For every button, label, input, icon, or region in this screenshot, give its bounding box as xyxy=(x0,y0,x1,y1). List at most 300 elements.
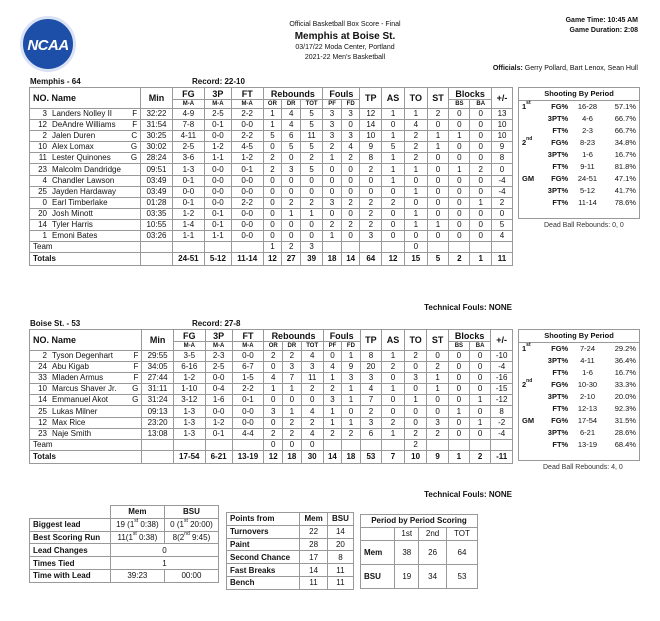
stat-cell: 1 xyxy=(382,164,405,175)
shooting-period xyxy=(519,148,537,160)
empty-cell xyxy=(323,242,342,253)
stat-cell: 03:35 xyxy=(141,208,173,219)
shooting-row xyxy=(519,390,639,402)
shooting-pct: 68.4% xyxy=(614,439,636,449)
stat-cell: 3 xyxy=(323,120,342,131)
stat-cell: 0 xyxy=(449,208,470,219)
player-number: 24 xyxy=(38,362,47,372)
stat-cell: 1 xyxy=(404,164,427,175)
player-row xyxy=(30,373,513,384)
col-min: Min xyxy=(142,330,173,351)
points-from-row xyxy=(227,551,354,564)
total-cell: 18 xyxy=(342,450,360,463)
stat-cell: 5 xyxy=(301,109,323,120)
ordinal-suffix: st xyxy=(183,518,188,525)
empty-cell xyxy=(448,439,469,450)
team-tot: 0 xyxy=(301,439,323,450)
stat-cell: 4-11 xyxy=(172,131,204,142)
stat-cell: 5 xyxy=(301,142,323,153)
stat-cell: 0 xyxy=(342,406,360,417)
shooting-ma: 17-54 xyxy=(577,415,598,425)
stat-cell: 0 xyxy=(404,384,426,395)
stat-cell: 0 xyxy=(469,428,490,439)
stat-cell: 2 xyxy=(492,197,513,208)
player-number: 0 xyxy=(42,197,47,207)
stat-cell: 2 xyxy=(382,417,405,428)
stat-cell: 0-0 xyxy=(232,351,264,362)
stat-cell: 0 xyxy=(449,175,470,186)
shooting-row xyxy=(519,184,639,196)
stat-cell: 5 xyxy=(301,120,323,131)
stat-cell: 03:49 xyxy=(141,186,173,197)
player-position: F xyxy=(133,373,139,383)
game-stat-value: 00:00 xyxy=(164,569,218,582)
subcol-ba: BA xyxy=(470,100,492,109)
shooting-stat: FT% xyxy=(552,403,569,413)
player-name: Lester Quinones xyxy=(52,153,111,163)
stat-cell: 3 xyxy=(323,131,342,142)
stat-cell: 0-0 xyxy=(204,186,231,197)
team-row xyxy=(30,439,513,450)
player-name-cell xyxy=(30,109,141,120)
stat-cell: 1 xyxy=(469,395,490,406)
total-cell: 14 xyxy=(341,253,360,266)
stat-cell: 0 xyxy=(449,219,470,230)
stat-cell: 0 xyxy=(382,219,405,230)
game-stats-table xyxy=(29,505,219,583)
player-name: Marcus Shaver Jr. xyxy=(52,384,117,394)
stat-cell: 1-1 xyxy=(204,231,231,242)
points-from-value: 14 xyxy=(327,525,353,538)
stat-cell: 0-1 xyxy=(172,197,204,208)
stat-cell: 2 xyxy=(382,197,405,208)
empty-cell xyxy=(142,439,173,450)
points-from-row xyxy=(227,576,354,589)
game-time-label: Game Time: xyxy=(565,17,606,24)
player-name-cell xyxy=(30,351,142,362)
stat-cell: 4 xyxy=(301,428,323,439)
stat-cell: 0 xyxy=(427,231,449,242)
period-scoring-header xyxy=(361,527,478,540)
shooting-stat: FG% xyxy=(551,415,569,425)
shooting-ma: 1-6 xyxy=(582,149,593,159)
empty-cell xyxy=(205,439,232,450)
stat-cell: 7-8 xyxy=(172,120,204,131)
shooting-ma: 13-19 xyxy=(577,439,598,449)
stat-cell: 0-0 xyxy=(231,219,263,230)
stat-cell: 1-4 xyxy=(172,219,204,230)
empty-cell xyxy=(382,242,405,253)
total-cell: 10 xyxy=(404,450,426,463)
ordinal-suffix: nd xyxy=(184,530,190,537)
stat-cell: 1-3 xyxy=(173,428,205,439)
total-cell: 2 xyxy=(449,253,470,266)
stat-cell: 2-5 xyxy=(172,142,204,153)
stat-cell: 9 xyxy=(342,362,360,373)
shooting-ma: 2-3 xyxy=(582,125,593,135)
col-min: Min xyxy=(141,88,173,109)
total-cell: 1 xyxy=(470,253,492,266)
stat-cell: 6-7 xyxy=(232,362,264,373)
stat-cell: 0 xyxy=(427,153,449,164)
col-3p: 3P xyxy=(205,330,232,342)
stat-cell: 2-2 xyxy=(231,109,263,120)
stat-cell: 2 xyxy=(342,428,360,439)
shooting-row xyxy=(519,378,639,390)
stat-cell: 1 xyxy=(404,208,427,219)
stat-cell: 0 xyxy=(301,395,323,406)
subcol-fd: FD xyxy=(341,100,360,109)
col-st: ST xyxy=(427,330,449,351)
player-name: Earl Timberlake xyxy=(52,197,108,207)
stat-cell: 0-0 xyxy=(204,197,231,208)
ordinal-suffix: nd xyxy=(526,135,533,142)
team-dr: 2 xyxy=(282,242,301,253)
team-to: 2 xyxy=(404,439,426,450)
stat-cell: 5 xyxy=(382,142,405,153)
empty-cell xyxy=(360,242,382,253)
game-duration-label: Game Duration: xyxy=(569,27,623,34)
player-position: G xyxy=(132,384,139,394)
stat-cell: 1-3 xyxy=(173,406,205,417)
player-number: 12 xyxy=(38,120,47,130)
player-position: G xyxy=(130,153,138,163)
stat-cell: 0-0 xyxy=(231,231,263,242)
player-position: F xyxy=(133,362,139,372)
stat-cell: 6 xyxy=(360,428,382,439)
stat-cell: 2 xyxy=(301,197,323,208)
stat-cell: 2 xyxy=(282,197,301,208)
stat-cell: 0 xyxy=(448,351,469,362)
points-from-label: Bench xyxy=(227,576,300,589)
stat-cell: 0 xyxy=(341,175,360,186)
stat-cell: 2 xyxy=(341,153,360,164)
player-number: 25 xyxy=(38,186,47,196)
stat-cell: 4-4 xyxy=(232,428,264,439)
col-to: TO xyxy=(404,330,426,351)
stat-cell: 13:08 xyxy=(142,428,173,439)
col-rebounds: Rebounds xyxy=(264,330,323,342)
stat-cell: 23:20 xyxy=(142,417,173,428)
team-to: 0 xyxy=(404,242,427,253)
stat-cell: 9 xyxy=(360,142,382,153)
stat-cell: 3-5 xyxy=(173,351,205,362)
stat-cell: 0 xyxy=(263,142,282,153)
stat-cell: 0 xyxy=(469,351,490,362)
stat-cell: 0 xyxy=(470,142,492,153)
stat-cell: -2 xyxy=(491,417,513,428)
stat-cell: -4 xyxy=(492,186,513,197)
stat-cell: 0 xyxy=(404,417,426,428)
stat-cell: 0 xyxy=(449,109,470,120)
stat-cell: 1 xyxy=(427,219,449,230)
stat-cell: 1 xyxy=(382,131,405,142)
player-name-cell xyxy=(30,131,141,142)
stat-cell: 0 xyxy=(469,384,490,395)
stat-cell: 0 xyxy=(282,175,301,186)
stat-cell: 14 xyxy=(360,120,382,131)
shooting-period xyxy=(519,366,537,378)
shooting-pct: 16.7% xyxy=(614,367,636,377)
stat-cell: 0 xyxy=(301,219,323,230)
stat-cell: 2-2 xyxy=(231,131,263,142)
stat-cell: -15 xyxy=(491,384,513,395)
stat-cell: 0 xyxy=(323,208,342,219)
team-or: 1 xyxy=(263,242,282,253)
subcol-ma: M-A xyxy=(172,100,204,109)
stat-cell: 2-5 xyxy=(204,109,231,120)
team-2-shooting-table xyxy=(519,330,639,450)
stat-cell: 28:24 xyxy=(141,153,173,164)
stat-cell: -4 xyxy=(491,428,513,439)
shooting-stat: 3PT% xyxy=(547,185,569,195)
empty-cell xyxy=(232,439,264,450)
stat-cell: 4 xyxy=(341,142,360,153)
stat-cell: 2 xyxy=(301,384,323,395)
shooting-stat: FG% xyxy=(551,137,569,147)
stat-cell: 10 xyxy=(492,120,513,131)
stat-cell: 3 xyxy=(427,417,449,428)
shooting-period xyxy=(519,354,537,366)
shooting-row xyxy=(519,402,639,414)
shooting-pct: 41.7% xyxy=(614,185,636,195)
stat-cell: 0-0 xyxy=(172,186,204,197)
empty-cell xyxy=(30,506,111,519)
stat-cell: 0 xyxy=(263,208,282,219)
player-name: Abu Kigab xyxy=(52,362,89,372)
col-fouls: Fouls xyxy=(323,88,360,100)
stat-cell: 1 xyxy=(283,384,302,395)
stat-cell: 03:26 xyxy=(141,231,173,242)
stat-cell: 2 xyxy=(404,131,427,142)
shooting-pct: 66.7% xyxy=(614,113,636,123)
empty-cell xyxy=(204,242,231,253)
stat-cell: 2 xyxy=(341,219,360,230)
stat-cell: 0 xyxy=(382,208,405,219)
shooting-ma: 1-6 xyxy=(582,367,593,377)
stat-cell: 1-2 xyxy=(204,142,231,153)
points-from-col: BSU xyxy=(327,513,353,526)
shooting-pct: 78.6% xyxy=(614,197,636,207)
shooting-pct: 57.1% xyxy=(614,101,636,111)
stat-cell: 0-0 xyxy=(204,164,231,175)
stat-cell: 2 xyxy=(427,362,449,373)
game-duration: 2:08 xyxy=(623,27,638,34)
shooting-stat: FT% xyxy=(552,161,569,171)
shooting-row xyxy=(519,438,639,450)
points-from-value: 17 xyxy=(300,551,328,564)
stat-cell: 0 xyxy=(470,219,492,230)
stat-cell: 0 xyxy=(382,395,405,406)
shooting-stat: 3PT% xyxy=(547,391,569,401)
stat-cell: 0-0 xyxy=(231,175,263,186)
stat-cell: 2 xyxy=(360,164,382,175)
col-no-name: NO. Name xyxy=(30,330,142,351)
stat-cell: 2 xyxy=(264,351,283,362)
game-stat-value: 11(1st 0:38) xyxy=(110,531,164,544)
player-name: Josh Minott xyxy=(52,208,93,218)
player-position: C xyxy=(131,131,138,141)
date-venue: 03/17/22 Moda Center, Portland xyxy=(295,44,395,51)
stat-cell: 0 xyxy=(470,208,492,219)
col-blocks: Blocks xyxy=(449,88,492,100)
stat-cell: 2 xyxy=(263,153,282,164)
player-row xyxy=(30,395,513,406)
stat-cell: 0-1 xyxy=(231,164,263,175)
game-stat-row xyxy=(30,544,219,557)
total-cell: 9 xyxy=(427,450,449,463)
stat-cell: 6 xyxy=(282,131,301,142)
stat-cell: 3 xyxy=(301,362,323,373)
shooting-ma: 24-51 xyxy=(577,173,598,183)
stat-cell: 0 xyxy=(301,231,323,242)
subcol-ba: BA xyxy=(469,342,490,351)
total-cell: 15 xyxy=(404,253,427,266)
stat-cell: 3 xyxy=(360,417,382,428)
stat-cell: 3 xyxy=(342,373,360,384)
points-from-col: Mem xyxy=(300,513,328,526)
stat-cell: 2 xyxy=(283,417,302,428)
shooting-ma: 8-23 xyxy=(579,137,595,147)
game-stat-label: Lead Changes xyxy=(30,544,111,557)
stat-cell: 8 xyxy=(492,153,513,164)
stat-cell: 2 xyxy=(382,362,405,373)
stat-cell: 0 xyxy=(323,164,342,175)
shooting-stat: FT% xyxy=(552,125,569,135)
player-name: Jayden Hardaway xyxy=(52,186,117,196)
game-stat-value: 8(2nd 9:45) xyxy=(164,531,218,544)
points-from-value: 22 xyxy=(300,525,328,538)
stat-cell: 2 xyxy=(360,219,382,230)
empty-cell xyxy=(382,439,405,450)
shooting-period: 1st xyxy=(522,341,531,353)
col-st: ST xyxy=(427,88,449,109)
points-from-value: 11 xyxy=(327,564,353,577)
stat-cell: 3 xyxy=(282,164,301,175)
empty-cell xyxy=(427,439,449,450)
stat-cell: 0 xyxy=(427,406,449,417)
shooting-row xyxy=(519,196,639,208)
stat-cell: 0-0 xyxy=(232,417,264,428)
player-name-cell xyxy=(30,120,141,131)
team-1-record: Record: 22-10 xyxy=(192,77,245,86)
player-name: Emmanuel Akot xyxy=(52,395,109,405)
shooting-row xyxy=(519,366,639,378)
player-row xyxy=(30,131,513,142)
player-row xyxy=(30,175,513,186)
shooting-ma: 4-11 xyxy=(580,355,595,365)
stat-cell: 29:55 xyxy=(142,351,173,362)
stat-cell: 1 xyxy=(427,373,449,384)
stat-cell: 1 xyxy=(448,406,469,417)
period-team: Mem xyxy=(361,540,395,564)
player-row xyxy=(30,362,513,373)
stat-cell: 0 xyxy=(449,142,470,153)
points-from-value: 20 xyxy=(327,538,353,551)
player-name-cell xyxy=(30,373,142,384)
stat-cell: 11 xyxy=(301,131,323,142)
stat-cell: 2-3 xyxy=(205,351,232,362)
stat-cell: 3 xyxy=(341,131,360,142)
col-plus-minus: +/- xyxy=(491,330,513,351)
game-stat-row xyxy=(30,531,219,544)
stat-cell: 3 xyxy=(264,406,283,417)
stat-cell: 1 xyxy=(382,428,405,439)
stat-cell: 0 xyxy=(341,164,360,175)
stat-cell: 4-5 xyxy=(231,142,263,153)
stat-cell: 1-2 xyxy=(173,373,205,384)
player-number: 10 xyxy=(38,142,47,152)
period-scoring-title: Period by Period Scoring xyxy=(361,515,478,528)
stat-cell: 4 xyxy=(282,120,301,131)
stat-cell: 2-2 xyxy=(231,197,263,208)
shooting-ma: 11-14 xyxy=(578,197,597,207)
team-label: Team xyxy=(30,242,141,253)
header-row xyxy=(30,88,513,100)
player-name: Tyler Harris xyxy=(52,219,93,229)
stat-cell: 2 xyxy=(341,197,360,208)
stat-cell: 0 xyxy=(427,395,449,406)
shooting-pct: 81.8% xyxy=(614,161,636,171)
period-team: BSU xyxy=(361,564,395,588)
team-dr: 0 xyxy=(283,439,302,450)
stat-cell: 1 xyxy=(282,208,301,219)
game-stat-value: 0 (1st 20:00) xyxy=(164,518,218,531)
shooting-row xyxy=(519,342,639,354)
empty-cell xyxy=(492,242,513,253)
subcol-ma: M-A xyxy=(232,342,264,351)
total-cell: 27 xyxy=(282,253,301,266)
team-2-technical-fouls: Technical Fouls: NONE xyxy=(424,490,512,499)
stat-cell: 12 xyxy=(360,109,382,120)
stat-cell: 4 xyxy=(264,373,283,384)
matchup-title: Memphis at Boise St. xyxy=(294,31,396,42)
stat-cell: 2 xyxy=(360,208,382,219)
player-number: 14 xyxy=(38,395,47,405)
shooting-stat: 3PT% xyxy=(547,113,569,123)
total-cell: 18 xyxy=(283,450,302,463)
shooting-period: 2nd xyxy=(522,135,533,147)
empty-cell xyxy=(469,439,490,450)
stat-cell: 2 xyxy=(360,406,382,417)
stat-cell: 0 xyxy=(323,351,341,362)
stat-cell: 5 xyxy=(282,142,301,153)
stat-cell: 0-0 xyxy=(204,131,231,142)
team-1-name: Memphis - 64 xyxy=(30,77,81,86)
player-number: 1 xyxy=(42,231,47,241)
subcol-dr: DR xyxy=(282,100,301,109)
stat-cell: 0 xyxy=(404,197,427,208)
stat-cell: 1 xyxy=(323,153,342,164)
total-cell: 5 xyxy=(427,253,449,266)
stat-cell: 2 xyxy=(283,351,302,362)
player-name-cell xyxy=(30,428,142,439)
stat-cell: 1 xyxy=(263,120,282,131)
stat-cell: 0 xyxy=(470,231,492,242)
game-info xyxy=(566,16,638,36)
shooting-period xyxy=(519,112,537,124)
points-from-value: 14 xyxy=(300,564,328,577)
player-name: Landers Nolley II xyxy=(52,109,113,119)
player-name-cell xyxy=(30,164,141,175)
shooting-period xyxy=(519,426,537,438)
stat-cell: 1 xyxy=(404,395,426,406)
stat-cell: 2 xyxy=(323,219,342,230)
stat-cell: 0-1 xyxy=(204,120,231,131)
stat-cell: 0 xyxy=(427,164,449,175)
stat-cell: 10 xyxy=(492,131,513,142)
team-2-shooting-box xyxy=(518,329,640,461)
